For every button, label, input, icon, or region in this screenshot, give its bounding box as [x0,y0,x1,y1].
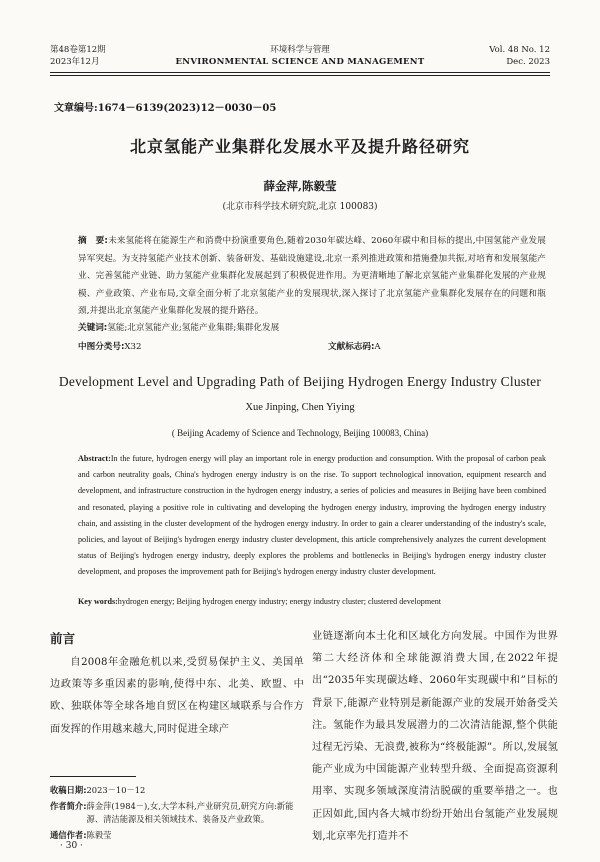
issue-date-en: Dec. 2023 [506,57,550,67]
journal-name-cn: 环境科学与管理 [270,45,330,55]
title-en: Development Level and Upgrading Path of Beijing Hydrogen Energy Industry Cluster [58,374,542,389]
footnotes [50,784,306,842]
keywords-cn-text: 氢能;北京氢能产业;氢能产业集群;集群化发展 [107,323,280,333]
received-label: 收稿日期: [50,785,87,795]
volume-issue: 第48卷第12期 [50,45,106,55]
running-header [50,44,550,74]
page-number: · 30 · [60,841,83,851]
article-number: 文章编号:1674－6139(2023)12－0030－05 [54,103,277,114]
journal-name [50,44,550,68]
abstract-cn-label: 摘 要: [78,236,108,246]
corresponding-author: 陈毅莹 [86,830,112,840]
abstract-cn-text: 未来氢能将在能源生产和消费中扮演重要角色,随着2030年碳达峰、2060年碳中和目标的提出,中国氢能产业发展异军突起。为支持氢能产业技术创新、装备研发、基础设施建设,北京一系列推进政策和措施叠加共振,对培育和发展氢能产业、完善氢能产业链、助力氢能产业集群化发展起到了积极促进作用。为更清晰地了解北京氢能产业集群化发展的产业规模、产业政策、产业布局,文章全面分析了北京氢能产业的发展现状,深入探讨了北京氢能产业集群化发展存在的问题和瓶颈,并提出北京氢能产业集群化发展的提升路径。 [78,236,546,317]
issue-date: 2023年12月 [50,57,100,67]
header-rule-top [50,72,550,73]
corresponding-label: 通信作者: [50,830,87,840]
body-column-left [50,626,304,741]
body-paragraph-right: 业链逐渐向本土化和区域化方向发展。中国作为世界第二大经济体和全球能源消费大国,在2022年提出“2035年实现碳达峰、2060年实现碳中和”目标的背景下,能源产业特别是新能源产业的发展开始备受关注。氢能作为最具发展潜力的二次清洁能源,整个供能过程无污染、无浪费,被称为“终极能源”。所以,发展氢能产业成为中国能源产业转型升级、全面提高资源利用率、实现多领域深度清洁脱碳的重要举措之一。也正因如此,国内各大城市纷纷开始出台氢能产业发展规划,北京率先打造并不 [312,631,558,842]
footnote-author [50,800,306,826]
keywords-en [78,597,546,606]
author-bio: 薛金萍(1984－),女,大学本科,产业研究员,研究方向:新能源、清洁能源及相关领域技术、装备及产业政策。 [86,801,294,824]
title-cn: 北京氢能产业集群化发展水平及提升路径研究 [129,137,470,156]
keywords-cn [78,321,546,335]
body-column-right [312,626,558,848]
footnote-rule [50,776,136,777]
received-date: 2023－10－12 [86,785,146,795]
keywords-cn-label: 关键词: [78,323,108,333]
volume-issue-en: Vol. 48 No. 12 [489,45,550,55]
doc-code-label: 文献标志码: [328,342,375,352]
abstract-en-label: Abstract: [78,454,111,463]
abstract-cn [78,233,546,321]
clc-value: X32 [124,342,142,352]
footnote-corresponding [50,829,306,842]
classification-row [78,340,546,354]
keywords-en-label: Key words: [78,597,118,606]
body-paragraph-left: 自2008年金融危机以来,受贸易保护主义、美国单边政策等多重因素的影响,使得中东、北美、欧盟、中欧、独联体等全球各地自贸区在构建区域联系与合作方面发挥的作用越来越大,同时促进全球产 [50,657,304,735]
document-code [328,340,381,352]
clc-number [78,340,141,352]
authors-en: Xue Jinping, Chen Yiying [245,402,355,413]
journal-name-en: ENVIRONMENTAL SCIENCE AND MANAGEMENT [175,57,425,67]
keywords-en-text: hydrogen energy; Beijing hydrogen energy industry; energy industry cluster; clustered development [117,597,442,606]
affiliation-en: ( Beijing Academy of Science and Technology, Beijing 100083, China) [171,428,429,438]
affiliation-cn: (北京市科学技术研究院,北京 100083) [222,202,378,212]
header-rule-bottom [50,75,550,76]
footnote-received [50,784,306,797]
abstract-en-text: In the future, hydrogen energy will play an important role in energy production and consumption. With the proposal of carbon peak and carbon neutrality goals, China's hydrogen energy industry is on the rise. To support technological innovation, equipment research and development, and infrastructure construction in the hydrogen energy industry, a series of policies and measures in Beijing have been combined and resonated, playing a positive role in cultivating and developing the hydrogen energy industry, improving the hydrogen energy industry chain, and assisting in the cluster development of the hydrogen energy industry. In order to gain a clearer understanding of the industry's scale, policies, and layout of Beijing's hydrogen energy industry cluster development, this article comprehensively analyzes the current development status of Beijing's hydrogen energy industry, deeply explores the problems and bottlenecks in Beijing's hydrogen energy industry cluster development, and proposes the improvement path for Beijing's hydrogen energy industry cluster development. [78,454,546,577]
author-bio-label: 作者简介: [50,801,87,811]
abstract-en [78,451,546,581]
section-heading: 前言 [50,631,76,646]
journal-issue-en [489,44,550,68]
doc-code-value: A [374,342,381,352]
authors-cn: 薛金萍,陈毅莹 [263,179,337,193]
clc-label: 中图分类号: [78,342,125,352]
